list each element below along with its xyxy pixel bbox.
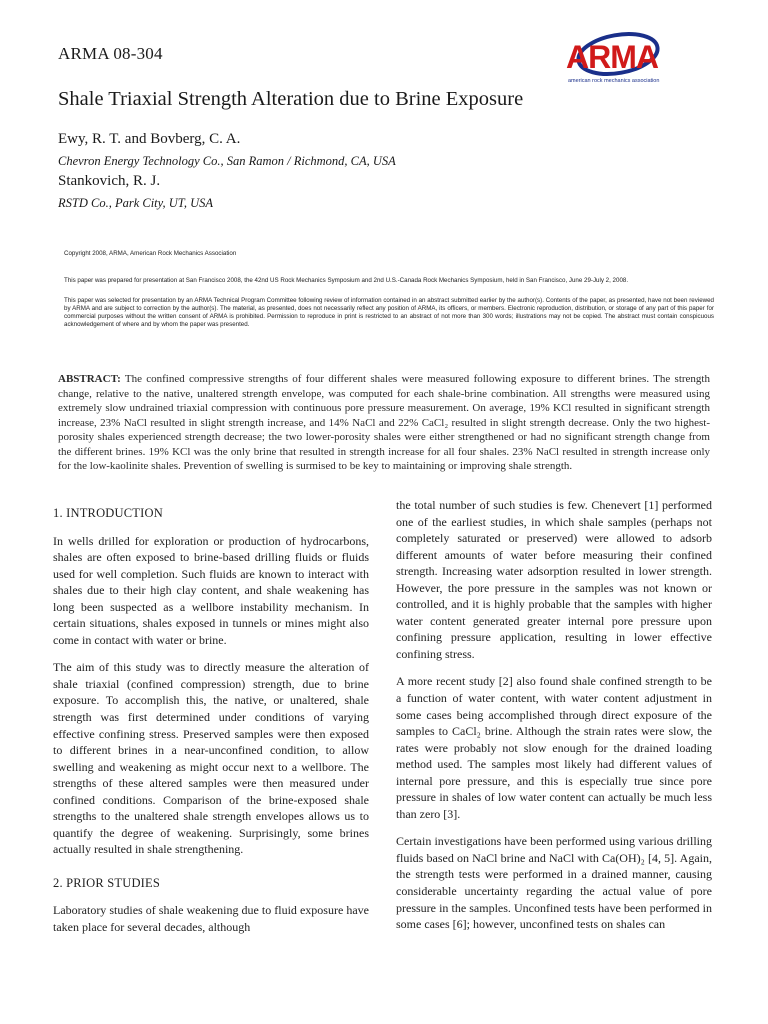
paper-title: Shale Triaxial Strength Alteration due to Brine Exposure bbox=[58, 88, 524, 110]
logo-text: ARMA bbox=[566, 39, 658, 75]
author-affiliation: RSTD Co., Park City, UT, USA bbox=[58, 196, 213, 210]
paper-id: ARMA 08-304 bbox=[58, 44, 163, 63]
section-heading: 1. INTRODUCTION bbox=[53, 506, 163, 520]
paragraph: the total number of such studies is few. Chenevert [1] performed one of the earliest studies, in which shale samples (perhaps not completely saturated or preserved) were allowed to adsorb different amounts of water before measuring their confined strength. Increasing water adsorption resulted in lower strength. However, the pore pressure in the samples was not known or controlled, and it is highly probable that the samples with higher water content generated greater internal pore pressure upon confining pressure application, resulting in lower effective confining stress. bbox=[396, 498, 712, 661]
logo-tagline: american rock mechanics association bbox=[568, 78, 660, 84]
abstract-text: The confined compressive strengths of four different shales were measured following exposure to different brines. The strength change, relative to the native, unaltered strength envelope, was computed for each shale-brine combination. All strengths were measured using extremely slow undrained triaxial compression with continuous pore pressure measurement. On average, 19% KCl resulted in significant strength increase, 23% NaCl resulted in slight strength increase, and 14% NaCl and 22% CaCl₂ resulted in slight strength decrease. Only the two highest-porosity shales experienced strength decrease; the two lower-porosity shales were either strengthened or had no significant strength change from the different brines. 19% KCl was the only brine that resulted in strength increase for all four shales. 23% NaCl resulted in strength increase only for the low-kaolinite shales. Prevention of swelling is surmised to be key to maintaining or improving shale strength. bbox=[58, 373, 710, 472]
paragraph: In wells drilled for exploration or production of hydrocarbons, shales are often exposed to brine-based drilling fluids or fluids used for well completion. Such fluids are known to interact with shales due to their high clay content, and shale weakening has long been suspected as a wellbore instability mechanism. In certain situations, shales exposed in tunnels or mines might also come in contact with water or brine. bbox=[53, 533, 369, 647]
abstract-label: ABSTRACT: bbox=[58, 373, 121, 385]
paragraph: Certain investigations have been performed using various drilling fluids based on NaCl brine and NaCl with Ca(OH)₂ [4, 5]. Again, the strength tests were performed in a drained manner, causing considerable uncertainty regarding the actual value of pore pressure in the samples. Unconfined tests have been performed in some cases [6]; however, unconfined tests on shales can bbox=[396, 834, 712, 932]
author-names: Ewy, R. T. and Bovberg, C. A. bbox=[58, 131, 241, 147]
arma-logo bbox=[560, 30, 664, 86]
paragraph: A more recent study [2] also found shale confined strength to be a function of water content, with water content adjustment in some cases being accomplished through direct exposure of the samples to CaCl₂ brine. Although the strain rates were slow, the rates were probably not slow enough for the drained loading method used. The samples most likely had different values of internal pore pressure, and this is especially true since pore pressure in shales of low water content can actually be much less than zero [3]. bbox=[396, 674, 712, 821]
selection-notice: This paper was selected for presentation by an ARMA Technical Program Committee following review of information contained in an abstract submitted earlier by the author(s). Contents of the paper, as presented, have not been reviewed by ARMA and are subject to correction by the author(s). The material, as presented, does not necessarily reflect any position of ARMA, its officers, or members. Electronic reproduction, distribution, or storage of any part of this paper for commercial purposes without the written consent of ARMA is prohibited. Permission to reproduce in print is restricted to an abstract of not more than 300 words; illustrations may not be copied. The abstract must contain conspicuous acknowledgement of where and by whom the paper was presented. bbox=[64, 297, 714, 329]
presentation-notice: This paper was prepared for presentation at San Francisco 2008, the 42nd US Rock Mechanics Symposium and 2nd U.S.-Canada Rock Mechanics Symposium, held in San Francisco, June 29-July 2, 2008. bbox=[64, 277, 629, 284]
left-column bbox=[53, 505, 369, 947]
author-names: Stankovich, R. J. bbox=[58, 173, 161, 189]
paragraph: The aim of this study was to directly measure the alteration of shale triaxial (confined compression) strength, due to brine exposure. To accomplish this, the native, or unaltered, shale strength was first determined under conditions of varying effective confining stress. Preserved samples were then exposed to different brines in a near-unconfined condition, to allow swelling and weakening as might occur next to a wellbore. The strengths of these altered samples were then measured under confined conditions. Comparison of the brine-exposed shale strengths to the unaltered shale strength envelopes allows us to quantify the degree of weakening. Surprisingly, some brines actually resulted in shale strengthening. bbox=[53, 660, 369, 857]
abstract bbox=[58, 372, 710, 474]
author-affiliation: Chevron Energy Technology Co., San Ramon / Richmond, CA, USA bbox=[58, 154, 396, 168]
right-column bbox=[396, 497, 712, 944]
copyright-notice: Copyright 2008, ARMA, American Rock Mechanics Association bbox=[64, 250, 237, 257]
section-heading: 2. PRIOR STUDIES bbox=[53, 875, 161, 890]
paragraph: Laboratory studies of shale weakening due to fluid exposure have taken place for several decades, although bbox=[53, 903, 369, 935]
